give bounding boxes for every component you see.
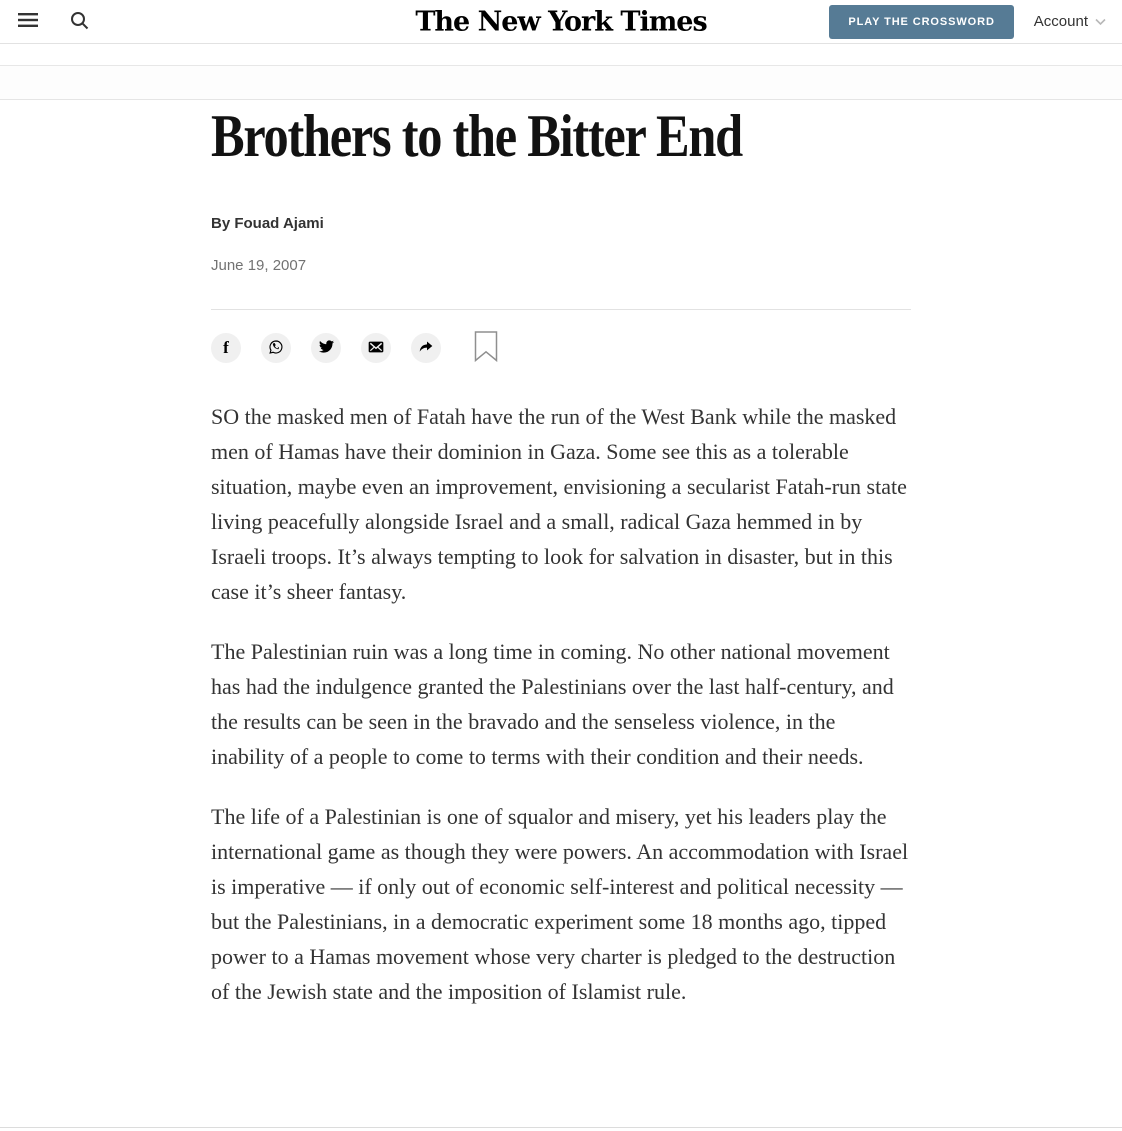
article-headline: Brothers to the Bitter End bbox=[211, 103, 742, 169]
save-bookmark-button[interactable] bbox=[474, 331, 498, 365]
nyt-logo[interactable]: The New York Times bbox=[415, 6, 707, 37]
email-share-button[interactable] bbox=[361, 333, 391, 363]
play-crossword-button[interactable]: PLAY THE CROSSWORD bbox=[829, 5, 1013, 39]
whatsapp-icon bbox=[268, 339, 284, 358]
paragraph: The life of a Palestinian is one of squalor and misery, yet his leaders play the international game as though they were powers. An accommodation with Israel is imperative — if only out of economic self-interest and political necessity — but the Palestinians, in a democratic experiment some 18 months ago, tipped power to a Hamas movement whose very charter is pledged to the destruction of the Jewish state and the imposition of Islamist rule. bbox=[211, 804, 909, 1004]
top-navigation-bar bbox=[0, 0, 1122, 44]
hamburger-menu-button[interactable] bbox=[14, 8, 42, 35]
paragraph: The Palestinian ruin was a long time in coming. No other national movement has had the indulgence granted the Palestinians over the last half-century, and the results can be seen in the bravado and the senseless violence, in the inability of a people to come to terms with their condition and their needs. bbox=[211, 639, 894, 769]
search-icon bbox=[70, 11, 89, 33]
email-icon bbox=[368, 340, 384, 357]
divider-line bbox=[211, 309, 911, 310]
share-toolbar bbox=[211, 331, 911, 365]
twitter-share-button[interactable] bbox=[311, 333, 341, 363]
twitter-icon bbox=[319, 339, 334, 357]
search-button[interactable] bbox=[66, 7, 93, 37]
account-menu[interactable] bbox=[1032, 9, 1108, 34]
whatsapp-share-button[interactable] bbox=[261, 333, 291, 363]
bookmark-icon bbox=[474, 331, 498, 365]
hamburger-icon bbox=[18, 12, 38, 31]
nav-left-group bbox=[14, 7, 93, 37]
facebook-icon: f bbox=[223, 338, 229, 357]
article-body bbox=[211, 399, 911, 1009]
chevron-down-icon bbox=[1095, 13, 1106, 30]
facebook-share-button[interactable] bbox=[211, 333, 241, 363]
secondary-bar bbox=[0, 65, 1122, 100]
byline: By Fouad Ajami bbox=[211, 215, 324, 232]
nav-right-group bbox=[829, 5, 1108, 39]
bottom-divider bbox=[0, 1127, 1122, 1128]
paragraph: SO the masked men of Fatah have the run of the West Bank while the masked men of Hamas have their dominion in Gaza. Some see this as a tolerable situation, maybe even an improvement, envisioning a secularist Fatah-run state living peacefully alongside Israel and a small, radical Gaza hemmed in by Israeli troops. It’s always tempting to look for salvation in disaster, but in this case it’s sheer fantasy. bbox=[211, 404, 907, 604]
share-button[interactable] bbox=[411, 333, 441, 363]
article-content bbox=[211, 105, 911, 1009]
share-arrow-icon bbox=[418, 339, 434, 357]
publish-date: June 19, 2007 bbox=[211, 257, 307, 274]
account-label: Account bbox=[1033, 13, 1088, 30]
